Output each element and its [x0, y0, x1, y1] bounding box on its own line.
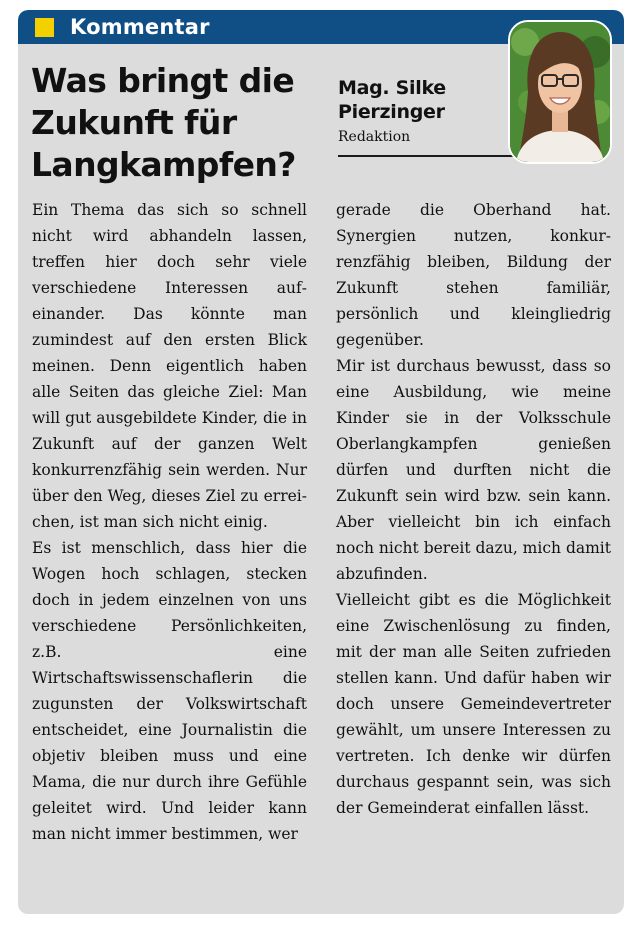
body-paragraph: Mir ist durchaus bewusst, dass so eine Ausbildung, wie meine Kinder sie in der Volksschule Oberlangkampfen genießen dürfen und durften nicht die Zukunft sein wird bzw. sein kann. Aber vielleicht bin ich einfach noch nicht bereit dazu, mich damit abzufinden.: [336, 357, 611, 583]
body-column-left: [32, 197, 307, 847]
section-label: Kommentar: [70, 15, 210, 39]
body-paragraph: Vielleicht gibt es die Möglichkeit eine Zwischenlösung zu finden, mit der man alle Seiten zufrieden stellen kann. Und dafür haben wir doch unsere Gemeindevertreter gewählt, um unsere Interessen zu vertreten. Ich denke wir dürfen durchaus gespannt sein, was sich der Gemeinderat einfallen lässt.: [336, 591, 611, 817]
author-photo: [508, 20, 612, 164]
author-name: Mag. Silke Pierzinger: [338, 77, 446, 123]
body-paragraph: gerade die Oberhand hat. Synergien nutzen, konkurrenzfähig bleiben, Bildung der Zukunft stehen familiär, persönlich und kleingliedrig gegenüber.: [336, 201, 611, 349]
author-role: Redaktion: [338, 129, 411, 145]
commentary-card: [18, 10, 624, 914]
body-paragraph: Es ist menschlich, dass hier die Wogen hoch schlagen, stecken doch in jedem einzelnen von uns verschiedene Persönlichkeiten, z.B. eine Wirtschaftswissenschaflerin die zugunsten der Volkswirtschaft entscheidet, eine Journalistin die objetiv bleiben muss und eine Mama, die nur durch ihre Gefühle geleitet wird. Und leider kann man nicht immer bestimmen, wer: [32, 539, 307, 843]
body-paragraph: Ein Thema das sich so schnell nicht wird abhandeln lassen, treffen hier doch sehr viele verschiedene Interessen aufeinander. Das könnte man zumindest auf den ersten Blick meinen. Denn eigentlich haben alle Seiten das gleiche Ziel: Man will gut ausgebildete Kinder, die in Zukunft auf der ganzen Welt konkurrenzfähig sein werden. Nur über den Weg, dieses Ziel zu erreichen, ist man sich nicht einig.: [32, 201, 307, 531]
yellow-square-icon: [35, 18, 54, 37]
headline: Was bringt die Zukunft für Langkampfen?: [31, 61, 296, 184]
body-column-right: [336, 197, 611, 821]
